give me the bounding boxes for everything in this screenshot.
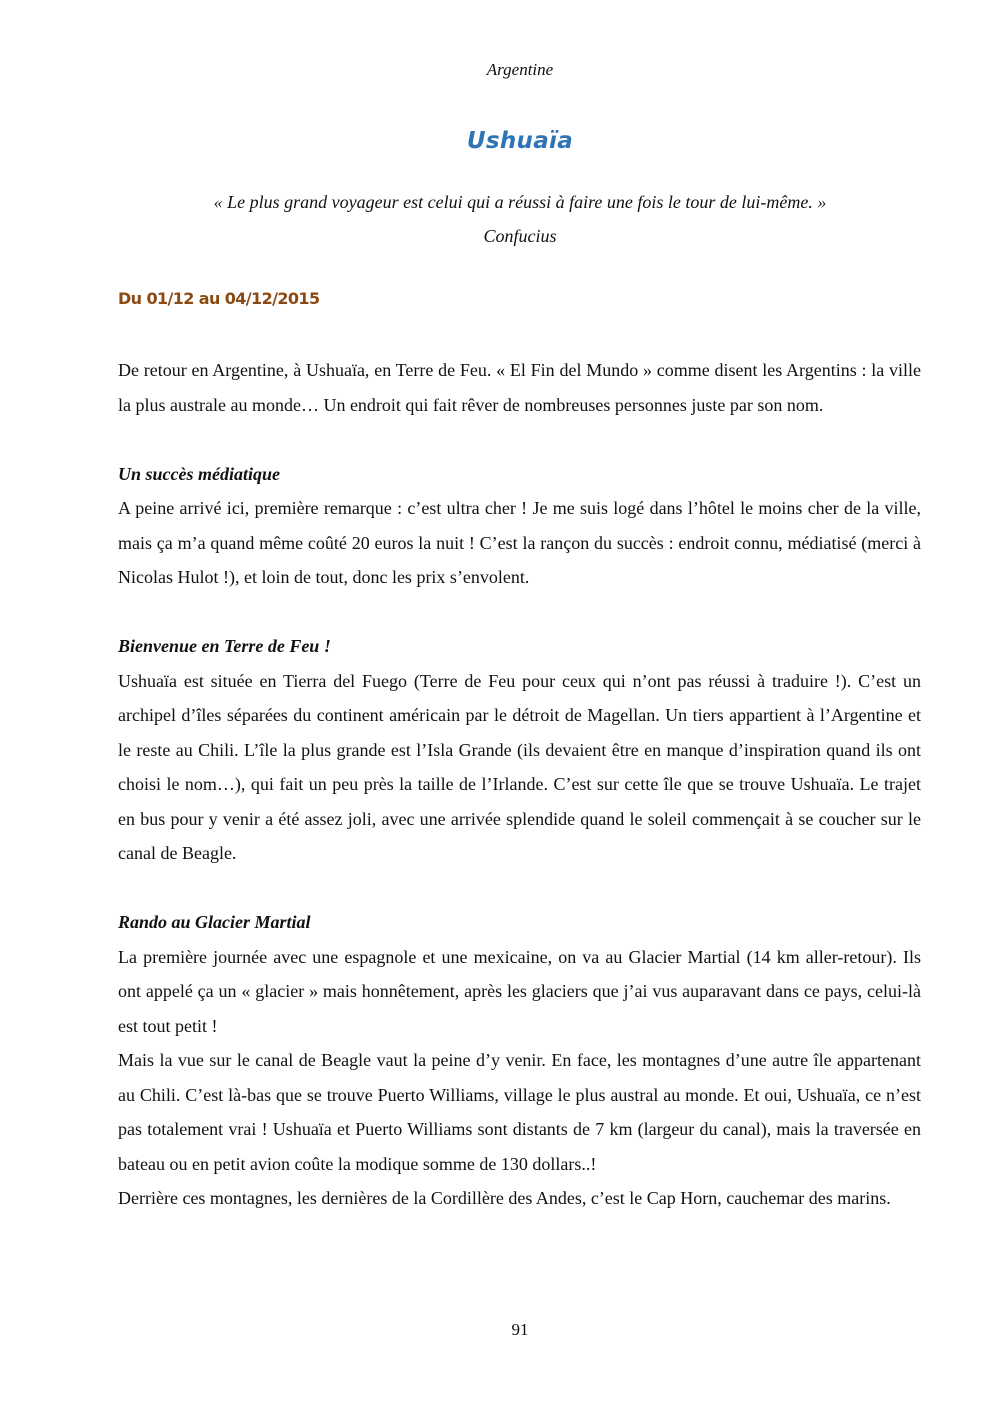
section-heading: Bienvenue en Terre de Feu ! xyxy=(118,636,331,656)
section-paragraph: A peine arrivé ici, première remarque : c’est ultra cher ! Je me suis logé dans l’hôtel le moins cher de la ville, mais ça m’a quand même coûté 20 euros la nuit ! C’est la rançon du succès : endroit connu, médiatisé (merci à Nicolas Hulot !), et loin de tout, donc les prix s’envolent. xyxy=(118,498,921,587)
section-paragraph: Ushuaïa est située en Tierra del Fuego (Terre de Feu pour ceux qui n’ont pas réussi à traduire !). C’est un archipel d’îles séparées du continent américain par le détroit de Magellan. Un tiers appartient à l’Argentine et le reste au Chili. L’île la plus grande est l’Isla Grande (ils devaient être en manque d’inspiration quand ils ont choisi le nom…), qui fait un peu près la taille de l’Irlande. C’est sur cette île que se trouve Ushuaïa. Le trajet en bus pour y venir a été assez joli, avec une arrivée splendide quand le soleil commençait à se coucher sur le canal de Beagle. xyxy=(118,670,921,863)
intro-paragraph: De retour en Argentine, à Ushuaïa, en Terre de Feu. « El Fin del Mundo » comme disent les Argentins : la ville la plus australe au monde… Un endroit qui fait rêver de nombreuses personnes juste par son nom. xyxy=(118,360,921,415)
epigraph xyxy=(0,185,992,253)
page-header: Argentine xyxy=(486,60,554,79)
section-paragraph: Derrière ces montagnes, les dernières de la Cordillère des Andes, c’est le Cap Horn, cauchemar des marins. xyxy=(118,1188,891,1208)
spacer xyxy=(118,595,921,630)
epigraph-author: Confucius xyxy=(483,226,557,246)
section-paragraph: La première journée avec une espagnole et une mexicaine, on va au Glacier Martial (14 km aller-retour). Ils ont appelé ça un « glacier » mais honnêtement, après les glaciers que j’ai vus auparavant dans ce pays, celui-là est tout petit ! xyxy=(118,946,921,1036)
page-number: 91 xyxy=(511,1320,529,1339)
epigraph-quote: « Le plus grand voyageur est celui qui a réussi à faire une fois le tour de lui-même. » xyxy=(213,192,827,212)
article-body xyxy=(118,353,921,1216)
spacer xyxy=(118,422,921,457)
section-heading: Un succès médiatique xyxy=(118,463,280,484)
date-heading: Du 01/12 au 04/12/2015 xyxy=(118,289,320,308)
spacer xyxy=(118,871,921,906)
section-heading: Rando au Glacier Martial xyxy=(118,912,311,932)
section-paragraph: Mais la vue sur le canal de Beagle vaut la peine d’y venir. En face, les montagnes d’une autre île appartenant au Chili. C’est là-bas que se trouve Puerto Williams, village le plus austral au monde. Et oui, Ushuaïa, ce n’est pas totalement vrai ! Ushuaïa et Puerto Williams sont distants de 7 km (largeur du canal), mais la traversée en bateau ou en petit avion coûte la modique somme de 130 dollars..! xyxy=(118,1050,921,1174)
chapter-title: Ushuaïa xyxy=(466,128,574,154)
